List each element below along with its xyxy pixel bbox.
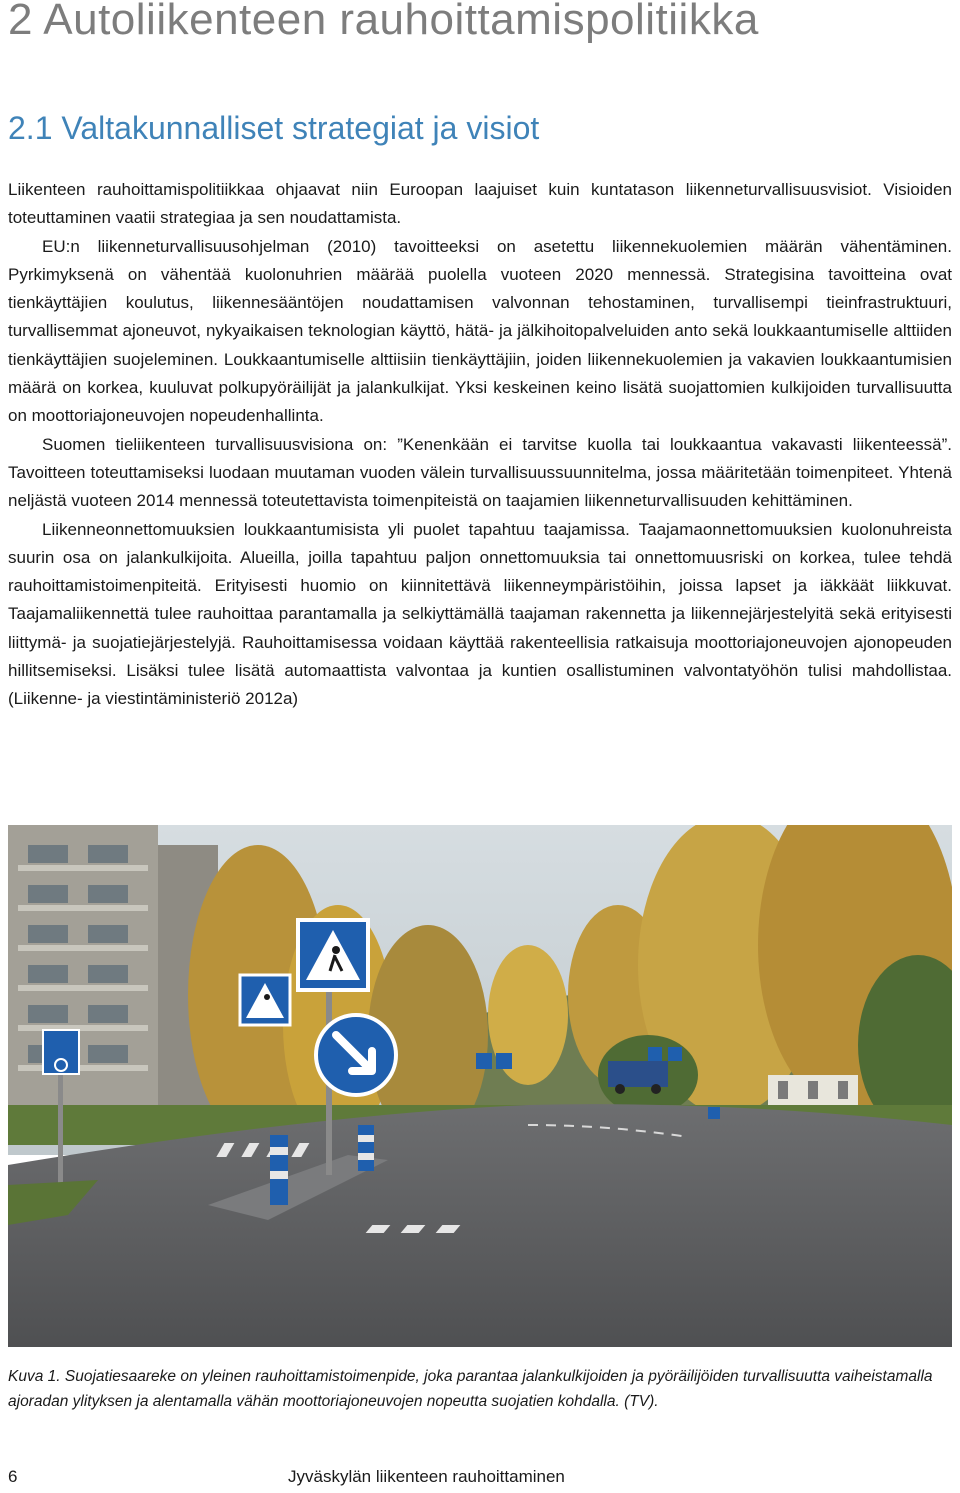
crosswalk-sign-upper (298, 920, 368, 990)
section-title: 2.1 Valtakunnalliset strategiat ja visiot (8, 110, 540, 146)
apartment-building (8, 825, 218, 1125)
running-footer: Jyväskylän liikenteen rauhoittaminen (288, 1467, 565, 1486)
figure-photo (8, 825, 952, 1347)
page-number: 6 (8, 1467, 18, 1486)
bus-stop (768, 1075, 858, 1105)
body-text (8, 176, 952, 714)
crosswalk-sign-middle (240, 975, 290, 1025)
street-photo-illustration (8, 825, 952, 1347)
paragraph-2: EU:n liikenneturvallisuusohjelman (2010) tavoitteeksi on asetettu liikennekuolemien määrän vähentäminen. Pyrkimyksenä on vähentää kuolonuhrien määrää puolella vuoteen 2020 mennessä. Strategisina tavoitteina ovat tienkäyttäjien koulutus, liikennesääntöjen noudattamisen valvonnan tehostaminen, turvallisempi tieinfrastruktuuri, turvallisemmat ajoneuvot, nykyaikaisen teknologian käyttö, hätä- ja jälkihoitopalveluiden anto sekä loukkaantumiselle alttiiden tienkäyttäjien suojeleminen. Loukkaantumiselle alttiisiin tienkäyttäjiin, joiden liikennekuolemien ja vakavien loukkaantumisien määrä on korkea, kuuluvat polkupyöräilijät ja jalankulkijat. Yksi keskeinen keino lisätä suojattomien kulkijoiden turvallisuutta on moottoriajoneuvojen nopeudenhallinta. (8, 236, 952, 426)
figure-caption: Kuva 1. Suojatiesaareke on yleinen rauhoittamistoimenpide, joka parantaa jalankulkijoiden ja pyöräilijöiden turvallisuutta vaiheistamalla ajoradan ylityksen ja alentamalla vähän moottoriajoneuvojen nopeutta suojatien kohdalla. (TV). (8, 1368, 933, 1410)
paragraph-1: Liikenteen rauhoittamispolitiikkaa ohjaavat niin Euroopan laajuiset kuin kuntatason liikenneturvallisuusvisiot. Visioiden toteuttaminen vaatii strategiaa ja sen noudattamista. (8, 180, 952, 228)
paragraph-4: Liikenneonnettomuuksien loukkaantumisista yli puolet tapahtuu taajamissa. Taajamaonnettomuuksien kuolonuhreista suurin osa on jalankulkijoita. Alueilla, joilla tapahtuu paljon onnettomuuksia tai onnettomuusriski on korkea, tulee tehdä rauhoittamistoimenpiteitä. Erityisesti huomio on kiinnitettävä liikenneympäristöihin, joissa lapset ja iäkkäät liikkuvat. Taajamaliikennettä tulee rauhoittaa parantamalla ja selkiyttämällä taajaman rakennetta ja liikennejärjestelyitä sekä erityisesti liittymä- ja suojatiejärjestelyjä. Rauhoittamisessa voidaan käyttää rakenteellisia ratkaisuja moottoriajoneuvojen ajonopeuden hillitsemiseksi. Lisäksi tulee lisätä automaattista valvontaa ja kuntien osallistuminen valvontatyöhön tulisi mahdollistaa. (Liikenne- ja viestintäministeriö 2012a) (8, 519, 952, 709)
paragraph-3: Suomen tieliikenteen turvallisuusvisiona on: ”Kenenkään ei tarvitse kuolla tai loukkaantua vakavasti liikenteessä”. Tavoitteen toteuttamiseksi luodaan muutaman vuoden välein turvallisuussuunnitelma, jossa määritetään toimenpiteet. Yhtenä neljästä vuoteen 2014 mennessä toteutettavista toimenpiteistä on taajamien liikenneturvallisuuden kehittäminen. (8, 434, 952, 511)
chapter-title: 2 Autoliikenteen rauhoittamispolitiikka (8, 0, 759, 44)
keep-right-sign (316, 1015, 396, 1095)
